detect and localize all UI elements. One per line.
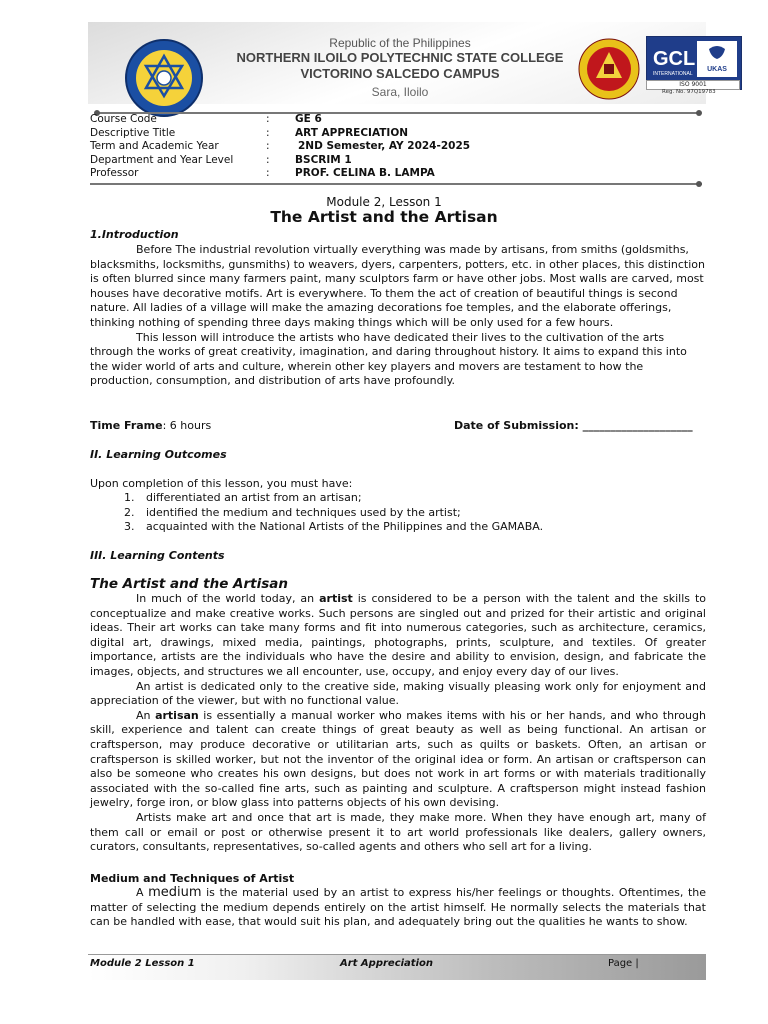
contents-paragraph-4: Artists make art and once that art is made, they make more. When they have enough art, many of them call or email or post or otherwise present it to art world professionals like dealers, gallery owners, curators, consultants, representatives, so-called agents and others who sell art for a living. [90, 810, 706, 854]
introduction-body [90, 243, 706, 389]
medium-body [90, 886, 706, 930]
module-label: Module 2, Lesson 1 [326, 195, 442, 209]
time-frame-label: Time Frame [90, 419, 163, 432]
medium-heading: Medium and Techniques of Artist [90, 872, 295, 885]
course-info-table [90, 113, 470, 181]
divider-dot-right [696, 110, 702, 116]
contents-paragraph-1: In much of the world today, an artist is considered to be a person with the talent and the skills to conceptualize and make creative works. Such persons are singled out and prized for their artistic and original ideas. Their art works can take many forms and fit into numerous categories, such as architecture, ceramics, digital art, drawings, mixed media, paintings, photographs, prints, sculpture, and textiles. Of greater importance, artists are the individuals who have the desire and ability to envision, design, and fabricate the images, objects, and structures we all encounter, use, occupy, and enjoy every day of our lives. [90, 592, 706, 678]
learning-outcomes-lead: Upon completion of this lesson, you must have: [90, 477, 353, 490]
time-frame-value: : 6 hours [162, 419, 212, 432]
footer-divider [88, 954, 706, 955]
intro-paragraph-2: This lesson will introduce the artists who have dedicated their lives to the cultivation of the arts through the works of great creativity, imagination, and daring throughout history. It aims to expand this into the wider world of arts and culture, wherein other key players and movers are testament to how the production, consumption, and distribution of arts have profoundly. [90, 330, 687, 388]
info-row-term: Term and Academic Year : 2ND Semester, AY 2024-2025 [90, 140, 471, 153]
list-item: 3. acquainted with the National Artists of the Philippines and the GAMABA. [138, 520, 706, 535]
learning-contents-body [90, 592, 706, 855]
contents-paragraph-3: An artisan is essentially a manual worker who makes items with his or her hands, and who through skill, experience and talent can create things of great beauty as well as being functional. An artisan or craftsperson, may produce decorative or utilitarian arts, such as quilts or baskets. Often, an artisan or craftsperson is skilled worker, but not the inventor of the original idea or form. An artisan or craftsperson can also be someone who creates his own designs, but does not work in art forms or with materials traditionally associated with the so-called fine arts, such as painting and sculpture. A craftsperson might instead fashion jewelry, forge iron, or blow glass into patterns objects of his own devising. [90, 708, 706, 810]
info-row-descriptive-title: Descriptive Title : ART APPRECIATION [90, 126, 409, 139]
campus-location: Sara, Iloilo [371, 85, 429, 99]
footer-course: Art Appreciation [340, 958, 434, 969]
list-item: 2. identified the medium and techniques used by the artist; [138, 506, 706, 521]
medium-paragraph-1: A medium is the material used by an artist to express his/her feelings or thoughts. Oftentimes, the matter of selecting the medium depends entirely on the artist himself. He normally selects the materials that can be handled with ease, that would suit his plan, and adequately bring out the qualities he wants to show. [90, 885, 706, 929]
info-row-department: Department and Year Level : BSCRIM 1 [90, 153, 352, 166]
introduction-heading: 1.Introduction [90, 228, 179, 241]
lesson-title: The Artist and the Artisan [270, 208, 498, 226]
svg-text:INTERNATIONAL: INTERNATIONAL [653, 71, 693, 77]
list-item: 1. differentiated an artist from an artisan; [138, 491, 706, 506]
info-row-professor: Professor : PROF. CELINA B. LAMPA [90, 167, 435, 180]
contents-paragraph-2: An artist is dedicated only to the creative side, making visually pleasing work only for enjoyment and appreciation of the viewer, but with no functional value. [90, 679, 706, 708]
date-of-submission: Date of Submission: ____________________ [454, 419, 693, 432]
institution-header [190, 36, 610, 100]
learning-contents-heading: III. Learning Contents [90, 549, 225, 562]
learning-outcomes-heading: II. Learning Outcomes [90, 448, 227, 461]
intro-paragraph-1: Before The industrial revolution virtually everything was made by artisans, from smiths (goldsmiths, blacksmiths, locksmiths, gunsmiths) to weavers, dyers, carpenters, potters, etc. in other places, this distinction is often blurred since many farmers paint, many sculptors farm or have other jobs. Most walls are carved, most houses have decorative motifs. Art is everywhere. To them the act of creation of beautiful things is second nature. All ladies of a village will make the amazing decorations foe temples, and the elaborate offerings, thinking nothing of spending three days making things which will be only used for a few hours. [90, 243, 706, 329]
svg-text:UKAS: UKAS [707, 66, 727, 73]
footer-module: Module 2 Lesson 1 [90, 958, 195, 969]
campus-name: VICTORINO SALCEDO CAMPUS [300, 66, 500, 81]
learning-outcomes-list [90, 491, 706, 535]
info-divider [90, 183, 702, 185]
info-divider-dot [696, 181, 702, 187]
gcl-text: GCL [653, 48, 696, 70]
registration-number: Reg. No. 97Q19783 [662, 89, 716, 95]
iso-label: ISO 9001 [646, 80, 740, 90]
college-name: NORTHERN ILOILO POLYTECHNIC STATE COLLEGE [236, 50, 564, 65]
footer-page: Page | [608, 958, 639, 969]
republic-text: Republic of the Philippines [329, 36, 471, 50]
section-subheading: The Artist and the Artisan [90, 576, 288, 592]
criminology-seal-logo [578, 38, 640, 100]
info-row-course-code: Course Code : GE 6 [90, 113, 322, 125]
